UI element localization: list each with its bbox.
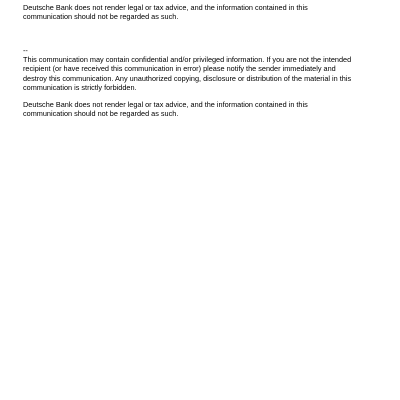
text-line: Deutsche Bank does not render legal or tax advice, and the information contained in this — [23, 100, 308, 109]
tax-advice-disclaimer-top — [23, 3, 308, 22]
text-line: communication should not be regarded as such. — [23, 12, 179, 22]
text-line: communication should not be regarded as such. — [23, 109, 179, 119]
text-line: This communication may contain confidential and/or privileged information. If you are not the intended — [23, 55, 352, 64]
confidentiality-notice — [23, 55, 351, 92]
text-line: Deutsche Bank does not render legal or tax advice, and the information contained in this — [23, 3, 308, 12]
text-line: destroy this communication. Any unauthorized copying, disclosure or distribution of the material in this — [23, 73, 352, 83]
text-line: communication is strictly forbidden. — [23, 82, 137, 92]
signature-separator: -- — [23, 46, 28, 55]
text-line: recipient (or have received this communication in error) please notify the sender immediately and — [23, 64, 336, 74]
tax-advice-disclaimer-bottom — [23, 100, 308, 119]
